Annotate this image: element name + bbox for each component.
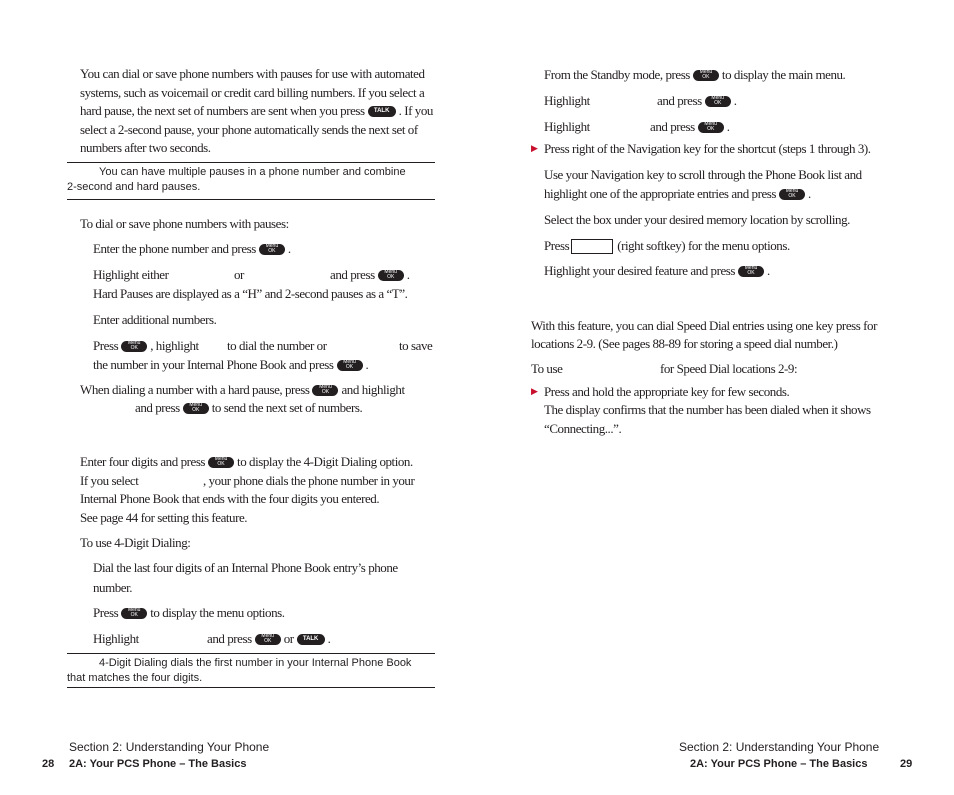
speed-dial-bullet-2: The display confirms that the number has been dialed when it shows bbox=[544, 402, 871, 417]
shortcut-tip: Press right of the Navigation key for the shortcut (steps 1 through 3). bbox=[544, 141, 871, 156]
intro-line-1: You can dial or save phone numbers with pauses for use with automated bbox=[80, 66, 425, 81]
hard-pause-line-2: and press Menu OK to send the next set of numbers. bbox=[135, 400, 363, 415]
talk-key-icon: TALK bbox=[368, 106, 396, 117]
pause-step-4-line2: the number in your Internal Phone Book and press Menu OK . bbox=[93, 357, 369, 372]
four-digit-line-2a: If you select bbox=[80, 473, 139, 488]
speed-dial-line-2: locations 2-9. (See pages 88-89 for storing a speed dial number.) bbox=[531, 336, 838, 351]
speed-dial-line-1: With this feature, you can dial Speed Dial entries using one key press for bbox=[531, 318, 877, 333]
four-digit-step-3b: and press Menu OK or TALK . bbox=[207, 631, 331, 646]
tip2-rule-top bbox=[67, 653, 435, 654]
pb-step-5: Select the box under your desired memory location by scrolling. bbox=[544, 212, 850, 227]
four-digit-line-1: Enter four digits and press Menu OK to display the 4-Digit Dialing option. bbox=[80, 454, 413, 469]
four-digit-line-2b: , your phone dials the phone number in your bbox=[203, 473, 415, 488]
four-digit-line-3: Internal Phone Book that ends with the four digits you entered. bbox=[80, 491, 380, 506]
pause-step-4c: to dial the number or bbox=[227, 338, 327, 353]
menu-ok-key-icon: Menu OK bbox=[698, 122, 724, 133]
bullet-arrow-icon: ▶ bbox=[531, 143, 538, 153]
pb-step-2a: Highlight bbox=[544, 93, 590, 108]
pb-step-2b: and press Menu OK . bbox=[657, 93, 737, 108]
pause-step-2-note: Hard Pauses are displayed as a “H” and 2-second pauses as a “T”. bbox=[93, 286, 408, 301]
pauses-lead: To dial or save phone numbers with pauses: bbox=[80, 216, 289, 231]
intro-line-2: systems, such as voicemail or credit card billing numbers. If you select a bbox=[80, 85, 425, 100]
menu-ok-key-icon: Menu OK bbox=[378, 270, 404, 281]
pb-step-4-l1: Use your Navigation key to scroll through the Phone Book list and bbox=[544, 167, 862, 182]
four-digit-step-3a: Highlight bbox=[93, 631, 139, 646]
menu-ok-key-icon: Menu OK bbox=[705, 96, 731, 107]
bullet-arrow-icon: ▶ bbox=[531, 386, 538, 396]
tip-rule-top bbox=[67, 162, 435, 163]
footer-section-right: Section 2: Understanding Your Phone bbox=[679, 740, 880, 754]
four-digit-step-1-l1: Dial the last four digits of an Internal Phone Book entry’s phone bbox=[93, 560, 398, 575]
menu-ok-key-icon: Menu OK bbox=[208, 457, 234, 468]
intro-line-3: hard pause, the next set of numbers are sent when you press TALK . If you bbox=[80, 103, 433, 118]
pause-step-2b: or bbox=[234, 267, 244, 282]
tip2-rule-bottom bbox=[67, 687, 435, 688]
pb-step-6: Press (right softkey) for the menu options. bbox=[544, 238, 790, 253]
tip2-line-2: that matches the four digits. bbox=[67, 672, 203, 684]
pause-step-2a: Highlight either bbox=[93, 267, 169, 282]
intro-line-4: select a 2-second pause, your phone automatically sends the next set of bbox=[80, 122, 418, 137]
four-digit-line-4: See page 44 for setting this feature. bbox=[80, 510, 248, 525]
pause-step-4a: Press Menu OK , highlight bbox=[93, 338, 199, 353]
speed-dial-bullet-1: Press and hold the appropriate key for few seconds. bbox=[544, 384, 790, 399]
menu-ok-key-icon: Menu OK bbox=[255, 634, 281, 645]
tip-rule-bottom bbox=[67, 199, 435, 200]
four-digit-lead: To use 4-Digit Dialing: bbox=[80, 535, 191, 550]
pause-step-3: Enter additional numbers. bbox=[93, 312, 217, 327]
pb-step-7: Highlight your desired feature and press Menu OK . bbox=[544, 263, 770, 278]
tip2-line-1: 4-Digit Dialing dials the first number in your Internal Phone Book bbox=[99, 657, 412, 669]
menu-ok-key-icon: Menu OK bbox=[693, 70, 719, 81]
menu-ok-key-icon: Menu OK bbox=[312, 385, 338, 396]
menu-ok-key-icon: Menu OK bbox=[259, 244, 285, 255]
page-number-left: 28 bbox=[42, 758, 55, 770]
four-digit-step-2: Press Menu OK to display the menu options. bbox=[93, 605, 285, 620]
menu-ok-key-icon: Menu OK bbox=[779, 189, 805, 200]
pause-step-2c: and press Menu OK . bbox=[330, 267, 410, 282]
footer-chapter-left: 2A: Your PCS Phone – The Basics bbox=[69, 758, 247, 770]
footer-section-left: Section 2: Understanding Your Phone bbox=[69, 740, 270, 754]
pb-step-3a: Highlight bbox=[544, 119, 590, 134]
speed-dial-bullet-3: “Connecting...”. bbox=[544, 421, 622, 436]
intro-line-5: numbers after two seconds. bbox=[80, 140, 211, 155]
menu-ok-key-icon: Menu OK bbox=[121, 341, 147, 352]
menu-ok-key-icon: Menu OK bbox=[121, 608, 147, 619]
pause-step-4d: to save bbox=[399, 338, 433, 353]
menu-ok-key-icon: Menu OK bbox=[738, 266, 764, 277]
footer-chapter-right: 2A: Your PCS Phone – The Basics bbox=[690, 758, 868, 770]
pb-step-4-l2: highlight one of the appropriate entries and press Menu OK . bbox=[544, 186, 811, 201]
four-digit-step-1-l2: number. bbox=[93, 580, 133, 595]
pause-step-1: Enter the phone number and press Menu OK . bbox=[93, 241, 291, 256]
menu-ok-key-icon: Menu OK bbox=[337, 360, 363, 371]
tip1-line-2: 2-second and hard pauses. bbox=[67, 181, 201, 193]
tip1-line-1: You can have multiple pauses in a phone number and combine bbox=[99, 166, 406, 178]
speed-dial-lead-a: To use bbox=[531, 361, 563, 376]
hard-pause-line-1: When dialing a number with a hard pause, press Menu OK and highlight bbox=[80, 382, 405, 397]
pb-step-1: From the Standby mode, press Menu OK to display the main menu. bbox=[544, 67, 846, 82]
talk-key-icon: TALK bbox=[297, 634, 325, 645]
speed-dial-lead-b: for Speed Dial locations 2-9: bbox=[660, 361, 798, 376]
page-number-right: 29 bbox=[900, 758, 913, 770]
pb-step-3b: and press Menu OK . bbox=[650, 119, 730, 134]
menu-ok-key-icon: Menu OK bbox=[183, 403, 209, 414]
right-softkey-box bbox=[571, 239, 613, 254]
